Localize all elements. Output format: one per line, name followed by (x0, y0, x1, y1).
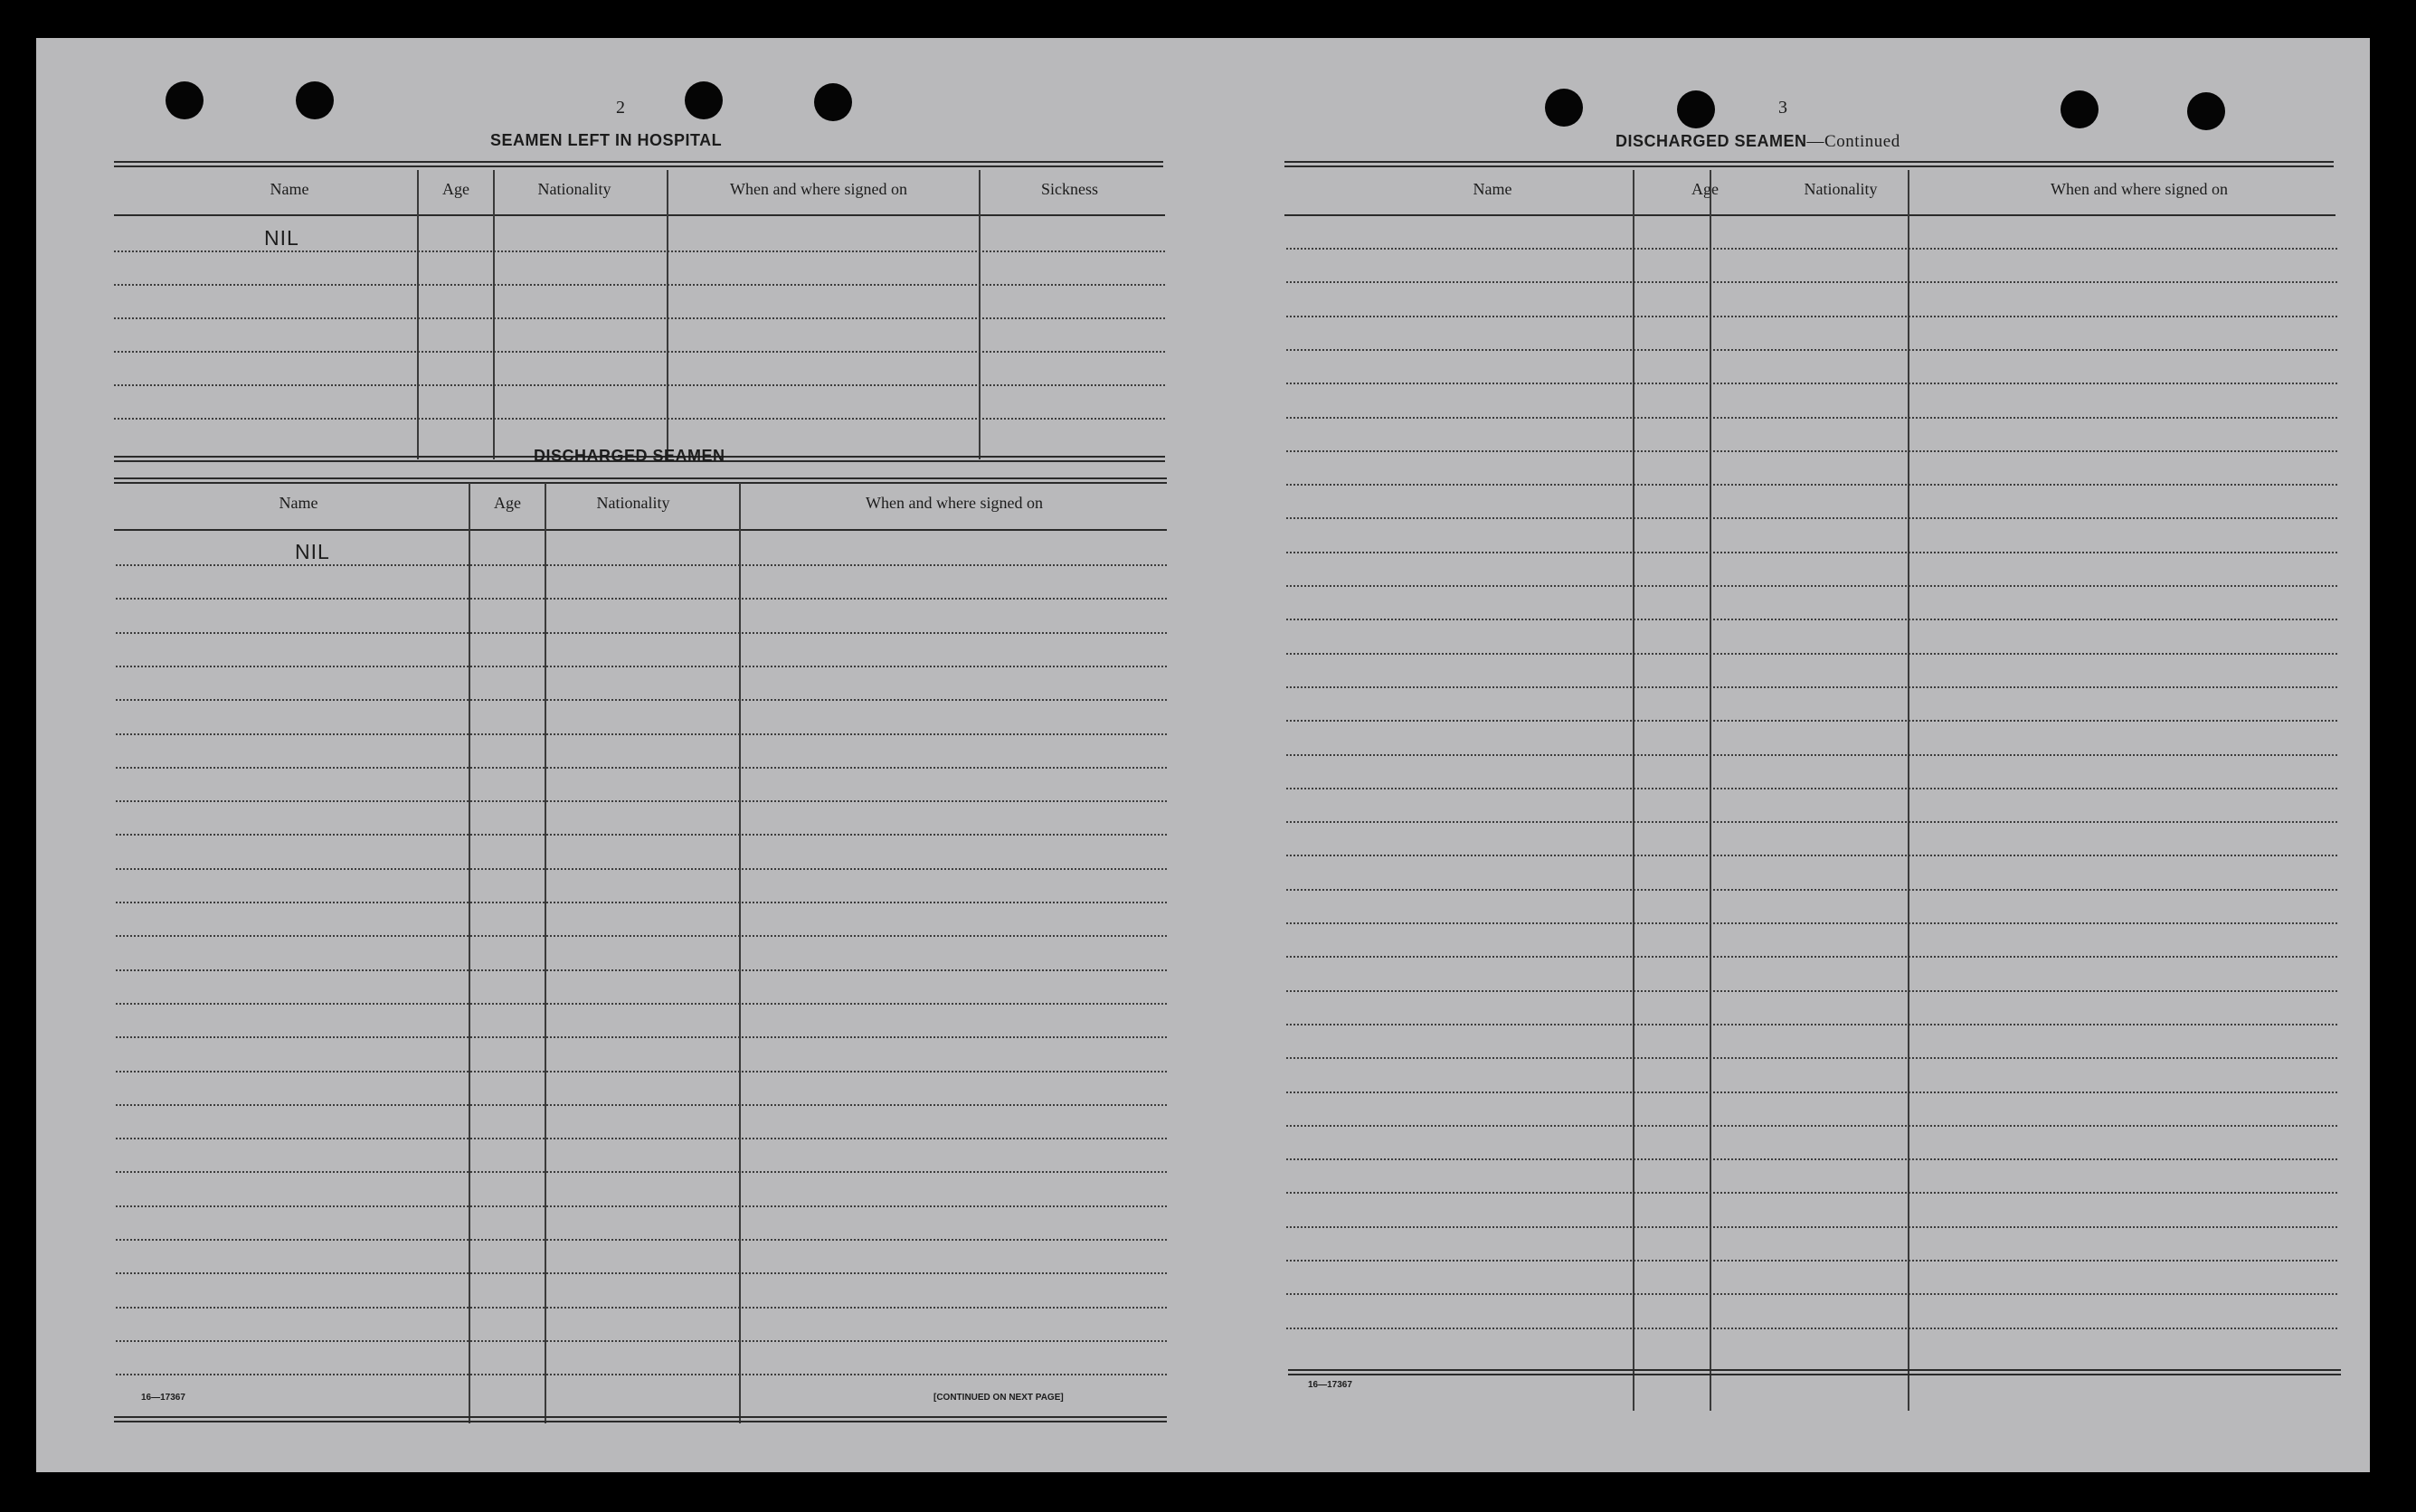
table-row-line (1286, 417, 2337, 419)
header-rule (114, 161, 1163, 167)
manifest-sheet (36, 38, 2370, 1472)
table-row-line (1286, 619, 2337, 620)
table-row-line (1286, 1192, 2337, 1194)
table-row-line (1286, 889, 2337, 891)
table-row-line (116, 632, 1167, 634)
punch-hole (2061, 90, 2099, 128)
column-header-signed-on: When and where signed on (866, 494, 1043, 512)
punch-hole (1545, 89, 1583, 127)
table-row-line (114, 351, 1165, 353)
table-row-line (1286, 349, 2337, 351)
column-divider (545, 483, 546, 1423)
hospital-entry: NIL (264, 226, 299, 250)
column-header-rule (114, 214, 1165, 216)
column-header-signed-on: When and where signed on (2051, 180, 2228, 198)
table-row-line (116, 1138, 1167, 1139)
table-row-line (1286, 686, 2337, 688)
table-row-line (116, 1171, 1167, 1173)
hospital-section-title: SEAMEN LEFT IN HOSPITAL (490, 131, 723, 149)
table-row-line (1286, 990, 2337, 992)
table-row-line (116, 1104, 1167, 1106)
column-header-name: Name (1473, 180, 1512, 198)
table-row-line (1286, 653, 2337, 655)
table-row-line (1286, 855, 2337, 856)
table-row-line (116, 1374, 1167, 1375)
column-divider (469, 483, 470, 1423)
column-header-rule (1284, 214, 2335, 216)
punch-hole (2187, 92, 2225, 130)
table-row-line (116, 969, 1167, 971)
column-header-signed-on: When and where signed on (730, 180, 907, 198)
page-number: 2 (616, 98, 625, 118)
title-suffix: —Continued (1806, 132, 1900, 151)
table-row-line (116, 733, 1167, 735)
column-header-rule (114, 529, 1167, 531)
punch-hole (296, 81, 334, 119)
table-row-line (1286, 1158, 2337, 1160)
column-header-name: Name (279, 494, 318, 512)
table-row-line (1286, 754, 2337, 756)
table-row-line (1286, 517, 2337, 519)
table-row-line (114, 250, 1165, 252)
table-row-line (116, 1272, 1167, 1274)
table-row-line (1286, 281, 2337, 283)
table-row-line (1286, 1226, 2337, 1228)
column-divider (1633, 170, 1634, 1411)
table-row-line (1286, 248, 2337, 250)
discharged-entry: NIL (295, 540, 330, 563)
column-header-name: Name (270, 180, 309, 198)
column-divider (667, 170, 668, 459)
column-header-nationality: Nationality (1804, 180, 1878, 198)
table-row-line (116, 800, 1167, 802)
punch-hole (814, 83, 852, 121)
table-row-line (1286, 1293, 2337, 1295)
table-row-line (116, 1239, 1167, 1241)
table-row-line (1286, 1125, 2337, 1127)
table-bottom-rule (1288, 1369, 2341, 1375)
column-divider (739, 483, 741, 1423)
title-text: DISCHARGED SEAMEN (1615, 132, 1807, 150)
discharged-section-title: DISCHARGED SEAMEN (534, 447, 725, 465)
table-row-line (1286, 316, 2337, 317)
table-row-line (116, 1205, 1167, 1207)
table-row-line (1286, 1024, 2337, 1025)
column-header-nationality: Nationality (596, 494, 670, 512)
table-row-line (1286, 1260, 2337, 1262)
table-row-line (116, 935, 1167, 937)
form-number: 16—17367 (141, 1393, 185, 1403)
table-row-line (116, 699, 1167, 701)
column-header-age: Age (494, 494, 521, 512)
table-row-line (1286, 552, 2337, 553)
column-divider (493, 170, 495, 459)
column-header-sickness: Sickness (1041, 180, 1098, 198)
table-row-line (114, 284, 1165, 286)
table-row-line (114, 384, 1165, 386)
table-row-line (116, 666, 1167, 667)
table-row-line (1286, 585, 2337, 587)
header-rule (1284, 161, 2334, 167)
punch-hole (1677, 90, 1715, 128)
page-number: 3 (1778, 98, 1787, 118)
table-row-line (1286, 922, 2337, 924)
table-row-line (116, 1003, 1167, 1005)
table-row-line (1286, 720, 2337, 722)
punch-hole (685, 81, 723, 119)
discharged-continued-title (1615, 132, 1900, 152)
table-row-line (116, 767, 1167, 769)
form-number: 16—17367 (1308, 1380, 1352, 1390)
table-bottom-rule (114, 1416, 1167, 1422)
table-row-line (1286, 1091, 2337, 1093)
table-row-line (114, 418, 1165, 420)
header-rule (114, 477, 1167, 484)
table-row-line (1286, 821, 2337, 823)
table-row-line (116, 902, 1167, 903)
column-divider (1710, 170, 1711, 1411)
table-row-line (1286, 383, 2337, 384)
column-divider (979, 170, 981, 459)
column-divider (417, 170, 419, 459)
table-row-line (1286, 956, 2337, 958)
table-row-line (116, 1036, 1167, 1038)
table-row-line (1286, 788, 2337, 789)
column-divider (1908, 170, 1909, 1411)
column-header-nationality: Nationality (537, 180, 611, 198)
table-row-line (116, 1307, 1167, 1309)
table-row-line (114, 317, 1165, 319)
table-row-line (1286, 1328, 2337, 1329)
table-row-line (116, 1340, 1167, 1342)
column-header-age: Age (1691, 180, 1719, 198)
table-row-line (116, 598, 1167, 600)
table-row-line (1286, 1057, 2337, 1059)
punch-hole (166, 81, 204, 119)
continued-note: [CONTINUED ON NEXT PAGE] (933, 1393, 1064, 1403)
table-row-line (116, 564, 1167, 566)
table-row-line (116, 834, 1167, 836)
column-header-age: Age (442, 180, 469, 198)
table-row-line (116, 868, 1167, 870)
table-row-line (116, 1071, 1167, 1073)
table-row-line (1286, 484, 2337, 486)
table-row-line (1286, 450, 2337, 452)
